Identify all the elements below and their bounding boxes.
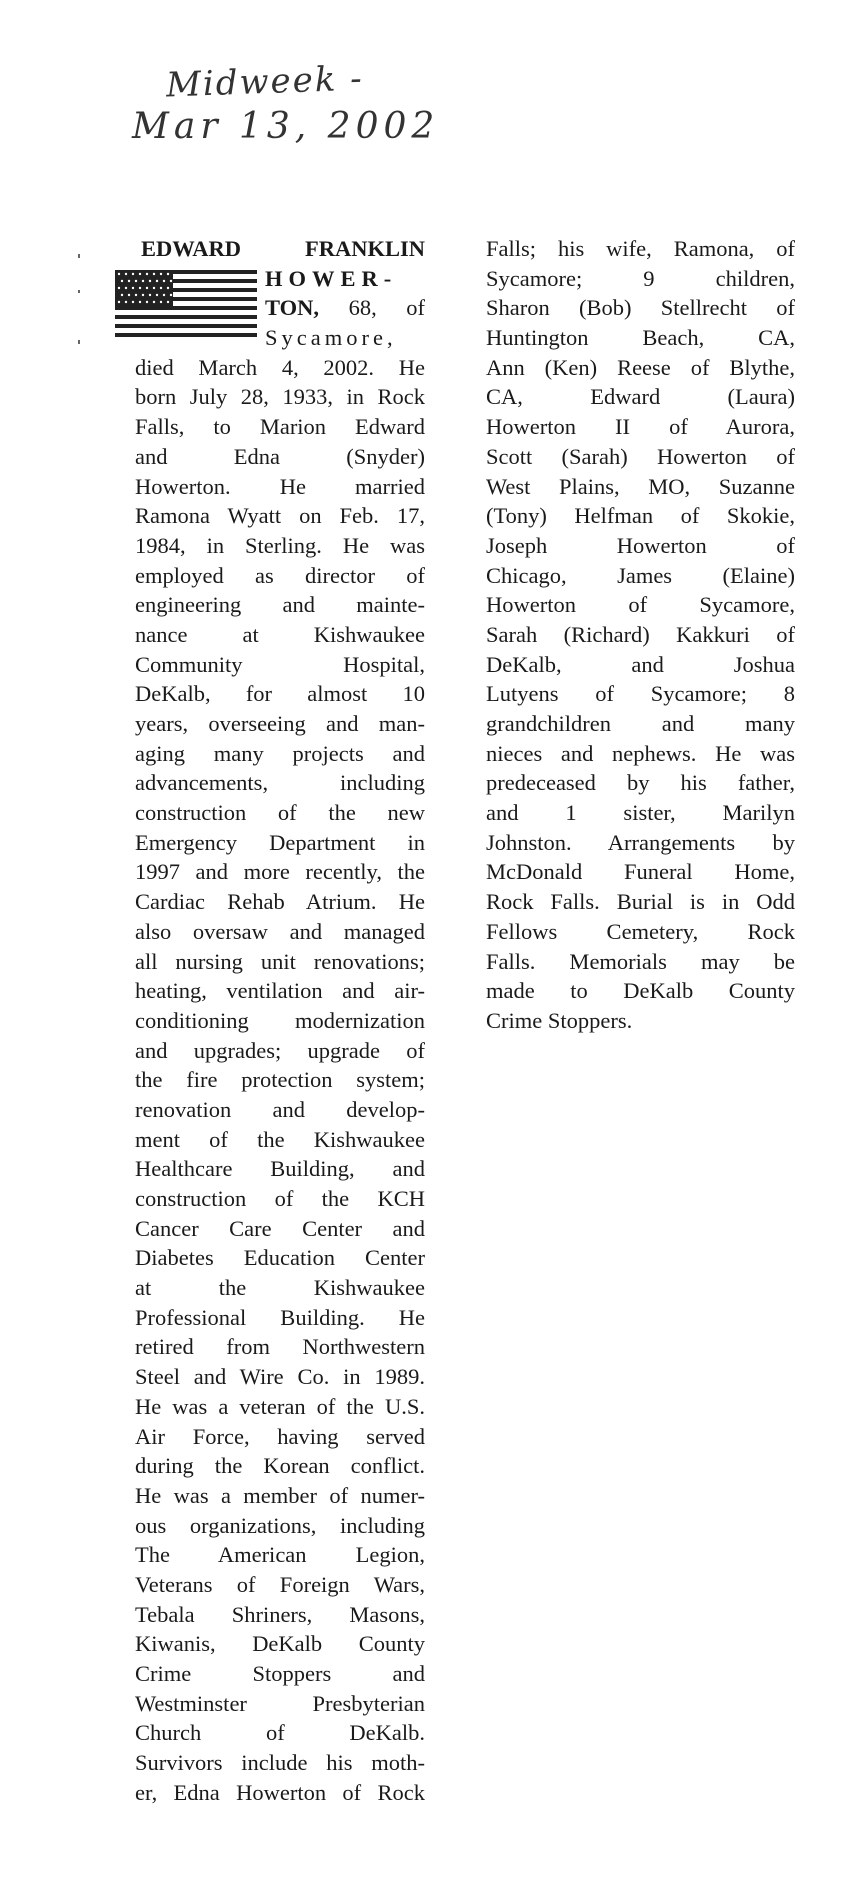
obituary-text-line: advancements, including [135,770,425,796]
scan-mark [78,290,80,293]
handwritten-date: Mar 13, 2002 [132,106,440,147]
obituary-text-line: Sharon (Bob) Stellrecht of [486,295,795,321]
obituary-text-line: retired from Northwestern [135,1334,425,1360]
obituary-text-line: engineering and mainte- [135,592,425,618]
obituary-text-line: Howerton II of Aurora, [486,414,795,440]
obituary-text-line: Survivors include his moth- [135,1750,425,1776]
obituary-text-line: Fellows Cemetery, Rock [486,918,795,944]
obituary-text-line: er, Edna Howerton of Rock [135,1779,425,1805]
obituary-text-line: renovation and develop- [135,1096,425,1122]
obituary-text-line: Falls, to Marion Edward [135,414,425,440]
obituary-text-line: during the Korean conflict. [135,1453,425,1479]
obituary-text-line: made to DeKalb County [486,978,795,1004]
obituary-text-line: aging many projects and [135,740,425,766]
obituary-text-line: years, overseeing and man- [135,711,425,736]
obituary-text-line: born July 28, 1933, in Rock [135,384,425,410]
obituary-text-line: Scott (Sarah) Howerton of [486,443,795,469]
obituary-text-line: Sarah (Richard) Kakkuri of [486,621,795,647]
obituary-text-line: the fire protection system; [135,1067,425,1093]
obituary-text-line: DeKalb, for almost 10 [135,681,425,707]
obituary-text-line: Ramona Wyatt on Feb. 17, [135,503,425,529]
obituary-text-line: DeKalb, and Joshua [486,651,795,677]
obituary-text-line: predeceased by his father, [486,770,795,796]
obituary-text-line: He was a member of numer- [135,1482,425,1508]
obituary-text-line: nance at Kishwaukee [135,621,425,647]
obituary-text-line: Sycamore; 9 children, [486,265,795,291]
obituary-text-line: CA, Edward (Laura) [486,384,795,410]
obituary-text-line: Huntington Beach, CA, [486,325,795,351]
obituary-text-line: ous organizations, including [135,1512,425,1538]
obituary-text-line: nieces and nephews. He was [486,740,795,766]
obituary-text-line: Emergency Department in [135,829,425,855]
obituary-left-column [135,234,425,1807]
obituary-text-line: McDonald Funeral Home, [486,859,795,885]
obituary-text-line: 1984, in Sterling. He was [135,532,425,558]
obituary-text-line: Tebala Shriners, Masons, [135,1601,425,1627]
obituary-text-line: Howerton. He married [135,473,425,499]
obituary-text-line: Crime Stoppers. [486,1007,633,1033]
obituary-text-line: heating, ventilation and air- [135,978,425,1004]
obituary-text-line: construction of the new [135,800,425,826]
obituary-text-line: Lutyens of Sycamore; 8 [486,681,795,707]
obituary-text-line: Rock Falls. Burial is in Odd [486,889,795,915]
obituary-text-line: 1997 and more recently, the [135,859,425,885]
obituary-text-line: The American Legion, [135,1542,425,1568]
obituary-town: Sycamore, [265,325,397,351]
obituary-surname-part2: TON, [265,295,319,321]
obituary-text-line: Crime Stoppers and [135,1661,425,1686]
obituary-text-line: and 1 sister, Marilyn [486,800,795,826]
obituary-text-line: Professional Building. He [135,1304,425,1330]
obituary-text-line: at the Kishwaukee [135,1275,425,1301]
obituary-age: 68, of [348,295,426,321]
scan-mark [78,254,80,258]
obituary-text-line: construction of the KCH [135,1186,425,1211]
obituary-text-line: (Tony) Helfman of Skokie, [486,503,795,529]
obituary-text-line: grandchildren and many [486,711,795,736]
obituary-text-line: Healthcare Building, and [135,1156,425,1182]
obituary-text-line: Diabetes Education Center [135,1245,425,1271]
obituary-text-line: He was a veteran of the U.S. [135,1393,425,1419]
obituary-text-line: Falls. Memorials may be [486,948,795,974]
obituary-text-line: Falls; his wife, Ramona, of [486,236,795,261]
obituary-text-line: Air Force, having served [135,1423,425,1449]
obituary-text-line: Community Hospital, [135,651,425,677]
obituary-text-line: ment of the Kishwaukee [135,1126,425,1152]
obituary-text-line: Johnston. Arrangements by [486,829,795,855]
obituary-text-line: Church of DeKalb. [135,1720,425,1746]
obituary-text-line: all nursing unit renovations; [135,948,425,974]
obituary-text-line: Westminster Presbyterian [135,1690,425,1716]
obituary-text-line: and Edna (Snyder) [135,443,425,469]
obituary-text-line: West Plains, MO, Suzanne [486,473,795,499]
obituary-text-line: Joseph Howerton of [486,532,795,558]
obituary-text-line: Ann (Ken) Reese of Blythe, [486,354,795,380]
obituary-text-line: Cancer Care Center and [135,1215,425,1241]
american-flag-icon [115,270,257,338]
obituary-text-line: Cardiac Rehab Atrium. He [135,889,425,915]
obituary-right-column [486,234,795,1036]
obituary-text-line: died March 4, 2002. He [135,354,425,380]
obituary-surname-part1: HOWER- [265,265,398,291]
obituary-text-line: Steel and Wire Co. in 1989. [135,1364,425,1390]
obituary-text-line: Kiwanis, DeKalb County [135,1631,425,1657]
obituary-text-line: and upgrades; upgrade of [135,1037,425,1063]
obituary-text-line: Veterans of Foreign Wars, [135,1571,425,1597]
obituary-name: EDWARD FRANKLIN [141,236,425,261]
obituary-text-line: Howerton of Sycamore, [486,592,795,618]
obituary-text-line: conditioning modernization [135,1007,425,1033]
handwritten-publication: Midweek - [165,58,365,106]
obituary-text-line: Chicago, James (Elaine) [486,562,795,588]
obituary-text-line: employed as director of [135,562,425,588]
scan-mark [78,340,80,344]
obituary-text-line: also oversaw and managed [135,918,425,944]
